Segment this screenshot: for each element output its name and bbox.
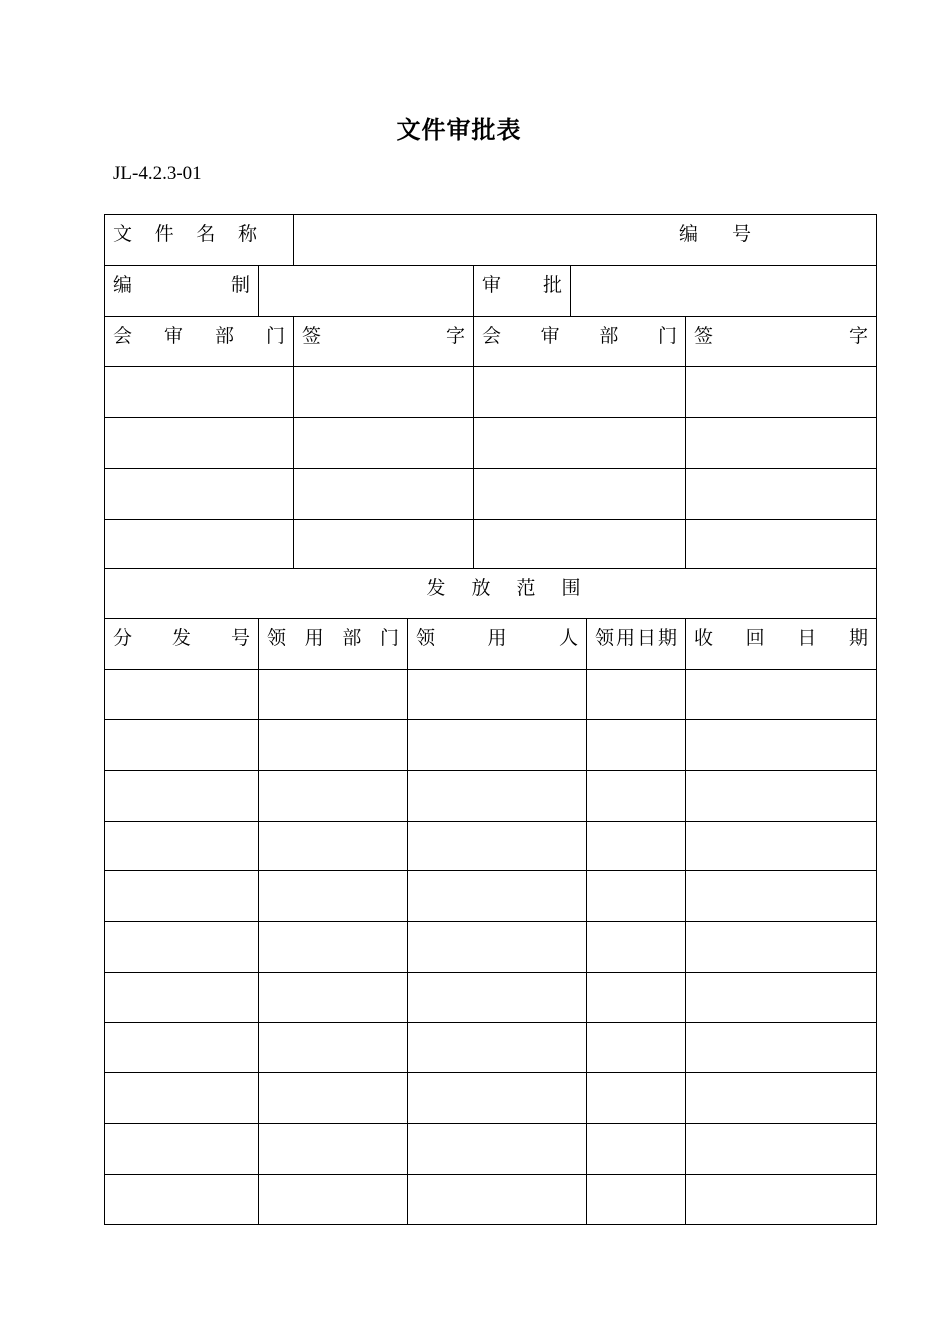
- approve-value-cell[interactable]: [571, 266, 877, 317]
- file-name-label-cell: [105, 215, 294, 266]
- receive-date-cell[interactable]: [587, 1124, 686, 1175]
- review-sign-cell[interactable]: [294, 367, 474, 418]
- distribution-row: [105, 771, 877, 822]
- distribution-rows: [105, 670, 877, 1225]
- return-date-cell[interactable]: [686, 1023, 877, 1073]
- review-row: [105, 367, 877, 418]
- distribution-row: [105, 670, 877, 720]
- distribution-row: [105, 1073, 877, 1124]
- dist-no-cell[interactable]: [105, 822, 259, 871]
- receive-date-cell[interactable]: [587, 720, 686, 771]
- receiving-dept-cell[interactable]: [259, 720, 408, 771]
- receive-date-cell[interactable]: [587, 922, 686, 973]
- recipient-cell[interactable]: [408, 1124, 587, 1175]
- return-date-cell[interactable]: [686, 822, 877, 871]
- approve-label: 审 批: [482, 274, 562, 296]
- review-row: [105, 520, 877, 569]
- recipient-cell[interactable]: [408, 871, 587, 922]
- return-date-cell[interactable]: [686, 720, 877, 771]
- review-dept-cell[interactable]: [105, 367, 294, 418]
- dist-no-cell[interactable]: [105, 670, 259, 720]
- dist-no-cell[interactable]: [105, 720, 259, 771]
- review-sign-cell[interactable]: [294, 418, 474, 469]
- receiving-dept-cell[interactable]: [259, 973, 408, 1023]
- review-dept-cell[interactable]: [474, 469, 686, 520]
- receive-date-cell[interactable]: [587, 871, 686, 922]
- review-dept-cell[interactable]: [474, 418, 686, 469]
- return-date-cell[interactable]: [686, 871, 877, 922]
- dist-no-cell[interactable]: [105, 1175, 259, 1225]
- review-dept-header-2: 会 审 部 门: [474, 317, 686, 367]
- recipient-cell[interactable]: [408, 1023, 587, 1073]
- receiving-dept-cell[interactable]: [259, 670, 408, 720]
- review-dept-header-1: 会 审 部 门: [105, 317, 294, 367]
- review-dept-cell[interactable]: [474, 367, 686, 418]
- page-title: 文件审批表: [396, 115, 522, 144]
- recipient-cell[interactable]: [408, 720, 587, 771]
- receive-date-cell[interactable]: [587, 1175, 686, 1225]
- review-sign-header-2: 签 字: [686, 317, 877, 367]
- dist-no-cell[interactable]: [105, 1073, 259, 1124]
- review-sign-cell[interactable]: [686, 418, 877, 469]
- review-dept-cell[interactable]: [474, 520, 686, 569]
- approval-table: [104, 214, 877, 1225]
- distribution-row: [105, 1175, 877, 1225]
- approve-label-cell: [474, 266, 571, 317]
- return-date-cell[interactable]: [686, 771, 877, 822]
- col-header-dist-no: 分 发 号: [105, 619, 259, 670]
- return-date-cell[interactable]: [686, 973, 877, 1023]
- distribution-row: [105, 1124, 877, 1175]
- review-row: [105, 418, 877, 469]
- recipient-cell[interactable]: [408, 922, 587, 973]
- receive-date-cell[interactable]: [587, 973, 686, 1023]
- review-sign-header-1: 签 字: [294, 317, 474, 367]
- receiving-dept-cell[interactable]: [259, 871, 408, 922]
- dist-no-cell[interactable]: [105, 1124, 259, 1175]
- number-label: 编 号: [679, 223, 752, 245]
- distribution-row: [105, 871, 877, 922]
- receiving-dept-cell[interactable]: [259, 771, 408, 822]
- recipient-cell[interactable]: [408, 1175, 587, 1225]
- distribution-row: [105, 720, 877, 771]
- prepared-label-cell: [105, 266, 259, 317]
- recipient-cell[interactable]: [408, 771, 587, 822]
- form-code: JL-4.2.3-01: [113, 163, 202, 184]
- col-header-receive-date: 领 用 日 期: [587, 619, 686, 670]
- return-date-cell[interactable]: [686, 1175, 877, 1225]
- file-name-value-cell[interactable]: [294, 215, 877, 266]
- review-sign-cell[interactable]: [686, 469, 877, 520]
- receiving-dept-cell[interactable]: [259, 1023, 408, 1073]
- receiving-dept-cell[interactable]: [259, 822, 408, 871]
- review-dept-cell[interactable]: [105, 469, 294, 520]
- review-row: [105, 469, 877, 520]
- return-date-cell[interactable]: [686, 1073, 877, 1124]
- dist-no-cell[interactable]: [105, 1023, 259, 1073]
- prepared-value-cell[interactable]: [259, 266, 474, 317]
- receiving-dept-cell[interactable]: [259, 922, 408, 973]
- return-date-cell[interactable]: [686, 1124, 877, 1175]
- distribution-row: [105, 922, 877, 973]
- return-date-cell[interactable]: [686, 670, 877, 720]
- col-header-recipient: 领 用 人: [408, 619, 587, 670]
- receive-date-cell[interactable]: [587, 670, 686, 720]
- recipient-cell[interactable]: [408, 1073, 587, 1124]
- review-sign-cell[interactable]: [686, 367, 877, 418]
- receiving-dept-cell[interactable]: [259, 1175, 408, 1225]
- recipient-cell[interactable]: [408, 670, 587, 720]
- recipient-cell[interactable]: [408, 973, 587, 1023]
- review-sign-cell[interactable]: [686, 520, 877, 569]
- distribution-title: 发 放 范 围: [105, 569, 877, 619]
- receive-date-cell[interactable]: [587, 1073, 686, 1124]
- receiving-dept-cell[interactable]: [259, 1073, 408, 1124]
- review-dept-cell[interactable]: [105, 520, 294, 569]
- col-header-return-date: 收 回 日 期: [686, 619, 877, 670]
- file-name-label: 文 件 名 称: [113, 223, 257, 245]
- receive-date-cell[interactable]: [587, 771, 686, 822]
- review-sign-cell[interactable]: [294, 469, 474, 520]
- receiving-dept-cell[interactable]: [259, 1124, 408, 1175]
- receive-date-cell[interactable]: [587, 1023, 686, 1073]
- dist-no-cell[interactable]: [105, 871, 259, 922]
- receive-date-cell[interactable]: [587, 822, 686, 871]
- recipient-cell[interactable]: [408, 822, 587, 871]
- distribution-row: [105, 973, 877, 1023]
- review-dept-cell[interactable]: [105, 418, 294, 469]
- dist-no-cell[interactable]: [105, 922, 259, 973]
- dist-no-cell[interactable]: [105, 973, 259, 1023]
- distribution-row: [105, 822, 877, 871]
- review-sign-cell[interactable]: [294, 520, 474, 569]
- return-date-cell[interactable]: [686, 922, 877, 973]
- distribution-row: [105, 1023, 877, 1073]
- dist-no-cell[interactable]: [105, 771, 259, 822]
- prepared-label: 编 制: [113, 274, 250, 296]
- col-header-receiving-dept: 领 用 部 门: [259, 619, 408, 670]
